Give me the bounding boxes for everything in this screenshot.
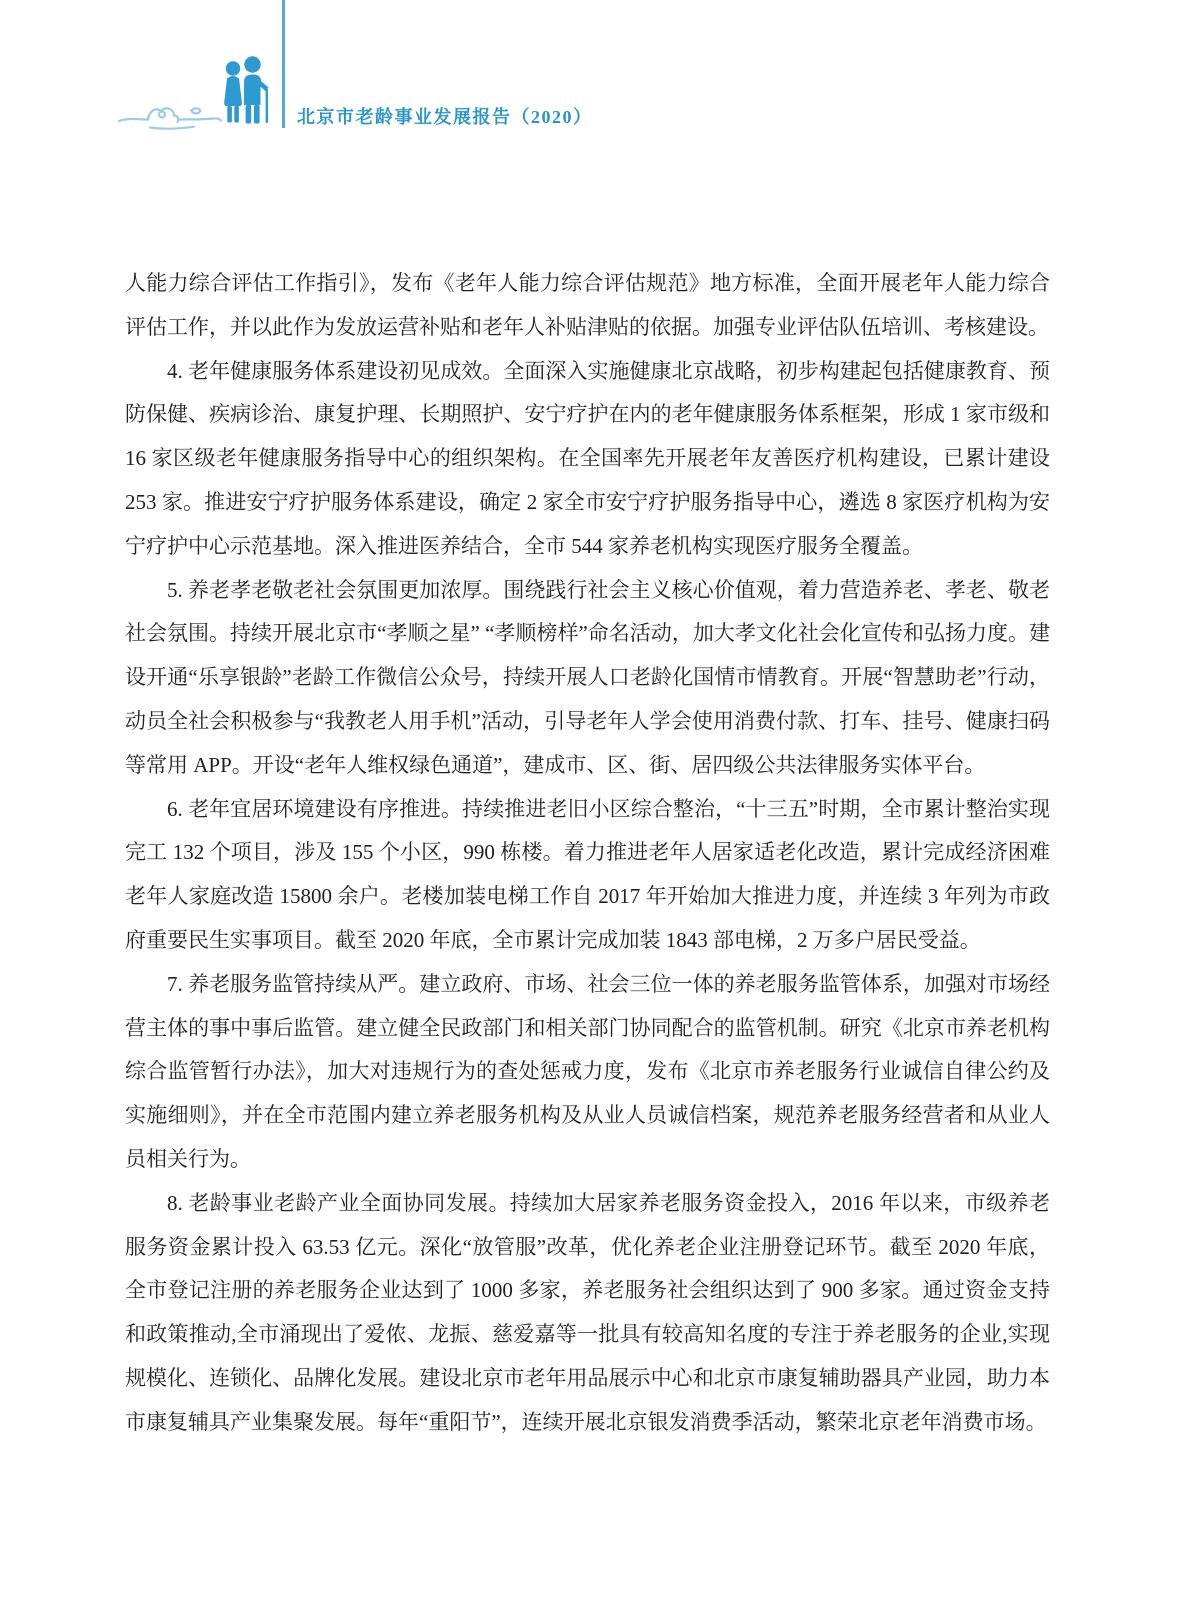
body-paragraph-8: 8. 老龄事业老龄产业全面协同发展。持续加大居家养老服务资金投入，2016 年以来，市级养老服务资金累计投入 63.53 亿元。深化“放管服”改革，优化养老企业注册登记环节。截至 2020 年底，全市登记注册的养老服务企业达到了 1000 多家，养老服务社会组织达到了 900 多家。通过资金支持和政策推动,全市涌现出了爱侬、龙振、慈爱嘉等一批具有较高知名度的专注于养老服务的企业,实现规模化、连锁化、品牌化发展。建设北京市老年用品展示中心和北京市康复辅助器具产业园，助力本市康复辅具产业集聚发展。每年“重阳节”，连续开展北京银发消费季活动，繁荣北京老年消费市场。 [125,1190,1050,1434]
elderly-couple-icon [219,56,277,134]
body-paragraph-6: 6. 老年宜居环境建设有序推进。持续推进老旧小区综合整治，“十三五”时期，全市累计整治实现完工 132 个项目，涉及 155 个小区，990 栋楼。着力推进老年人居家适老化改造，累计完成经济困难老年人家庭改造 15800 余户。老楼加装电梯工作自 2017 年开始加大推进力度，并连续 3 年列为市政府重要民生实事项目。截至 2020 年底，全市累计完成加装 1843 部电梯，2 万多户居民受益。 [125,796,1050,952]
body-paragraph-5: 5. 养老孝老敬老社会氛围更加浓厚。围绕践行社会主义核心价值观，着力营造养老、孝老、敬老社会氛围。持续开展北京市“孝顺之星” “孝顺榜样”命名活动，加大孝文化社会化宣传和弘扬力度。建设开通“乐享银龄”老龄工作微信公众号，持续开展人口老龄化国情市情教育。开展“智慧助老”行动，动员全社会积极参与“我教老人用手机”活动，引导老年人学会使用消费付款、打车、挂号、健康扫码等常用 APP。开设“老年人维权绿色通道”，建成市、区、街、居四级公共法律服务实体平台。 [125,577,1050,777]
auspicious-cloud-icon [117,96,223,134]
report-title: 北京市老龄事业发展报告（2020） [297,107,593,127]
document-body [125,262,1050,1445]
body-paragraph-continuation: 人能力综合评估工作指引》，发布《老年人能力综合评估规范》地方标准，全面开展老年人能力综合评估工作，并以此作为发放运营补贴和老年人补贴津贴的依据。加强专业评估队伍培训、考核建设。 [125,271,1050,339]
header-divider-line [282,0,285,128]
body-paragraph-4: 4. 老年健康服务体系建设初见成效。全面深入实施健康北京战略，初步构建起包括健康教育、预防保健、疾病诊治、康复护理、长期照护、安宁疗护在内的老年健康服务体系框架，形成 1 家市级和 16 家区级老年健康服务指导中心的组织架构。在全国率先开展老年友善医疗机构建设，已累计建设 253 家。推进安宁疗护服务体系建设，确定 2 家全市安宁疗护服务指导中心，遴选 8 家医疗机构为安宁疗护中心示范基地。深入推进医养结合，全市 544 家养老机构实现医疗服务全覆盖。 [125,358,1050,558]
page-header [0,0,1200,140]
body-paragraph-7: 7. 养老服务监管持续从严。建立政府、市场、社会三位一体的养老服务监管体系，加强对市场经营主体的事中事后监管。建立健全民政部门和相关部门协同配合的监管机制。研究《北京市养老机构综合监管暂行办法》，加大对违规行为的查处惩戒力度，发布《北京市养老服务行业诚信自律公约及实施细则》，并在全市范围内建立养老服务机构及从业人员诚信档案，规范养老服务经营者和从业人员相关行为。 [125,971,1050,1171]
